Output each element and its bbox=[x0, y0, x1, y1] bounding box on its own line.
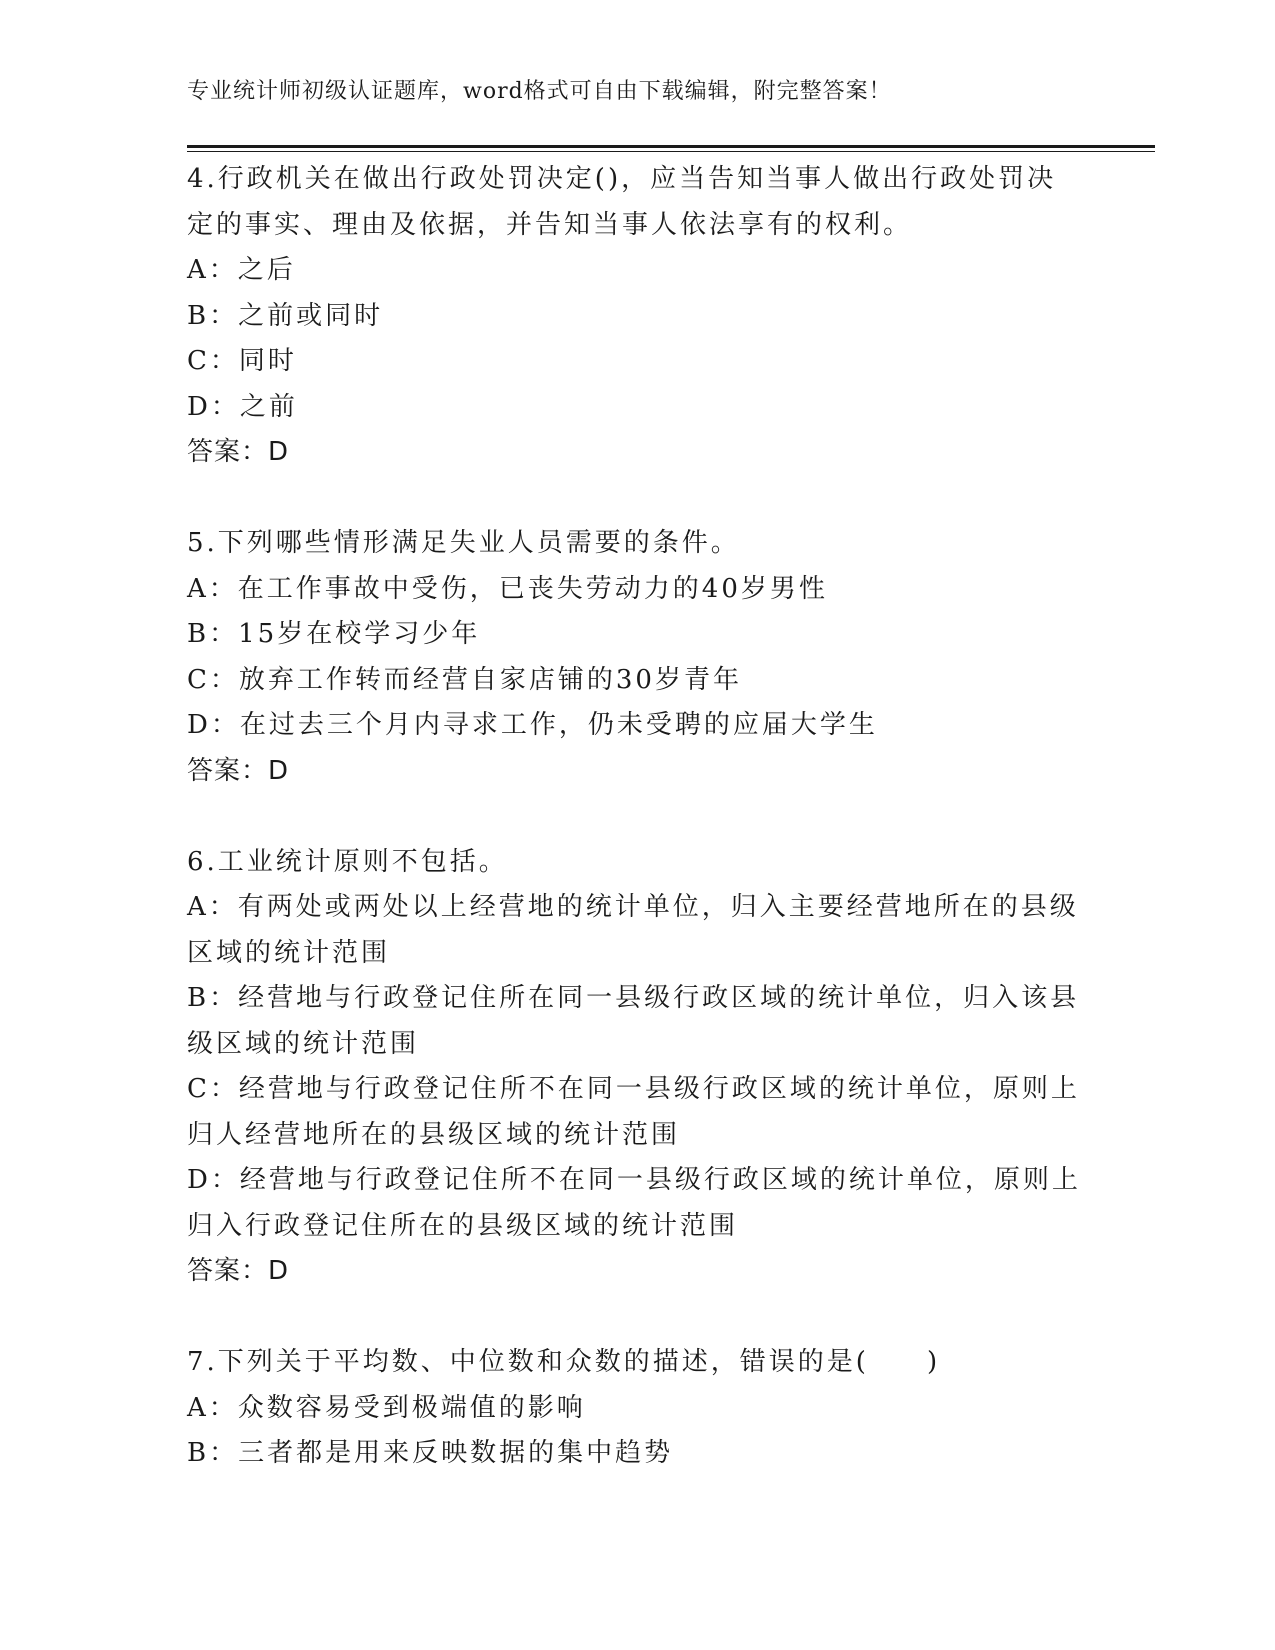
option-c: C：同时 bbox=[187, 346, 297, 376]
question-stem-line: 4.行政机关在做出行政处罚决定()，应当告知当事人做出行政处罚决 bbox=[187, 164, 1057, 194]
question-6 bbox=[187, 840, 1087, 1295]
option-a: A：有两处或两处以上经营地的统计单位，归入主要经营地所在的县级 bbox=[187, 892, 1079, 922]
question-list bbox=[187, 157, 1087, 1477]
question-stem-line: 6.工业统计原则不包括。 bbox=[187, 846, 508, 877]
question-spacer bbox=[187, 476, 1087, 522]
option-b-continuation: 级区域的统计范围 bbox=[187, 1028, 420, 1059]
option-b: B：经营地与行政登记住所在同一县级行政区域的统计单位，归入该县 bbox=[187, 983, 1080, 1013]
option-c: C：经营地与行政登记住所不在同一县级行政区域的统计单位，原则上 bbox=[187, 1074, 1080, 1104]
option-d: D：之前 bbox=[187, 391, 298, 422]
option-a: A：之后 bbox=[187, 255, 296, 285]
option-b: B：15岁在校学习少年 bbox=[187, 619, 481, 649]
answer-line: 答案：D bbox=[187, 755, 290, 786]
header-text: 专业统计师初级认证题库，word格式可自由下载编辑，附完整答案！ bbox=[187, 79, 892, 104]
option-b: B：之前或同时 bbox=[187, 300, 384, 331]
question-stem-line: 定的事实、理由及依据，并告知当事人依法享有的权利。 bbox=[187, 209, 913, 240]
option-b: B：三者都是用来反映数据的集中趋势 bbox=[187, 1438, 674, 1468]
header-rule-thick bbox=[187, 145, 1155, 148]
answer-line: 答案：D bbox=[187, 1256, 290, 1286]
option-a-continuation: 区域的统计范围 bbox=[187, 937, 391, 968]
option-c: C：放弃工作转而经营自家店铺的30岁青年 bbox=[187, 664, 742, 695]
option-a: A：在工作事故中受伤，已丧失劳动力的40岁男性 bbox=[187, 573, 828, 604]
option-d: D：在过去三个月内寻求工作，仍未受聘的应届大学生 bbox=[187, 710, 878, 740]
question-5 bbox=[187, 521, 1087, 794]
option-d-continuation: 归入行政登记住所在的县级区域的统计范围 bbox=[187, 1210, 739, 1241]
question-7 bbox=[187, 1340, 1087, 1477]
option-a: A：众数容易受到极端值的影响 bbox=[187, 1392, 586, 1423]
question-spacer bbox=[187, 794, 1087, 840]
question-stem-line: 7.下列关于平均数、中位数和众数的描述，错误的是( ) bbox=[187, 1347, 941, 1377]
header-rule-thin bbox=[187, 151, 1155, 152]
question-4 bbox=[187, 157, 1087, 476]
option-d: D：经营地与行政登记住所不在同一县级行政区域的统计单位，原则上 bbox=[187, 1165, 1081, 1195]
question-stem-line: 5.下列哪些情形满足失业人员需要的条件。 bbox=[187, 528, 740, 558]
question-spacer bbox=[187, 1295, 1087, 1341]
answer-line: 答案：D bbox=[187, 437, 290, 467]
option-c-continuation: 归人经营地所在的县级区域的统计范围 bbox=[187, 1119, 681, 1150]
